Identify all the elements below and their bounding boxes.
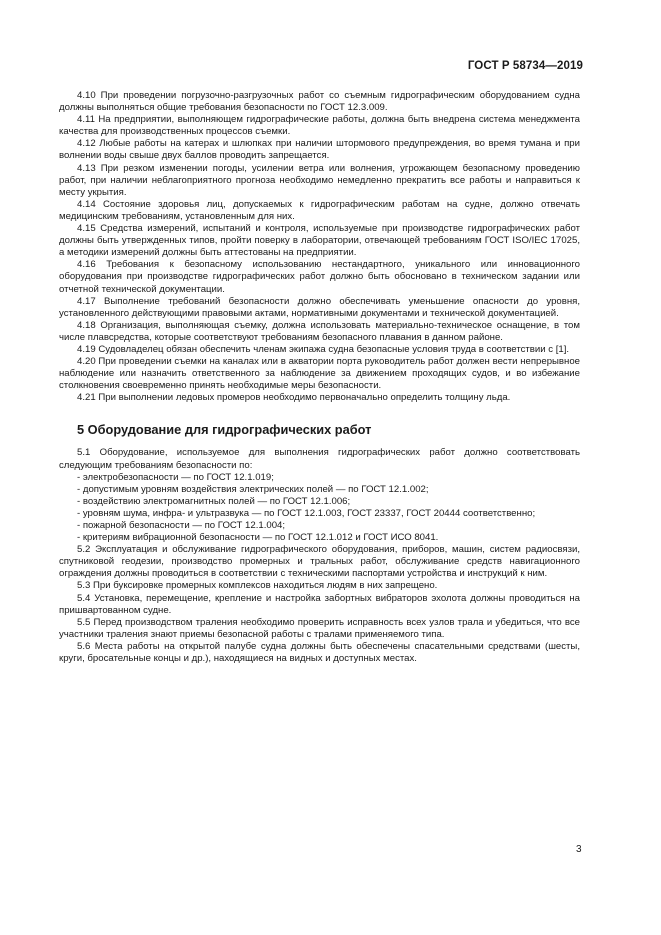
paragraph-5-5: 5.5 Перед производством траления необходимо проверить исправность всех узлов трала и убедиться, что все участники траления знают приемы безопасной работы с тралами применяемого типа. [59, 616, 580, 640]
paragraph-5-1: 5.1 Оборудование, используемое для выполнения гидрографических работ должно соответствовать следующим требованиям безопасности по: [59, 447, 580, 471]
list-item: - уровням шума, инфра- и ультразвука — по ГОСТ 12.1.003, ГОСТ 23337, ГОСТ 20444 соответственно; [77, 507, 536, 519]
document-body [59, 90, 580, 665]
list-item: - воздействию электромагнитных полей — по ГОСТ 12.1.006; [77, 495, 351, 507]
paragraph-4-21: 4.21 При выполнении ледовых промеров необходимо первоначально определить толщину льда. [77, 392, 511, 404]
list-item: - допустимым уровням воздействия электрических полей — по ГОСТ 12.1.002; [77, 483, 429, 495]
paragraph-5-3: 5.3 При буксировке промерных комплексов находиться людям в них запрещено. [77, 580, 438, 592]
paragraph-5-6: 5.6 Места работы на открытой палубе судна должны быть обеспечены спасательными средствами (шесты, круги, бросательные концы и др.), находящиеся на видных и доступных местах. [59, 640, 580, 665]
paragraph-4-10: 4.10 При проведении погрузочно-разгрузочных работ со съемным гидрографическим оборудованием судна должны выполняться общие требования безопасности по ГОСТ 12.3.009. [59, 90, 580, 114]
paragraph-5-2: 5.2 Эксплуатация и обслуживание гидрографического оборудования, приборов, машин, систем радиосвязи, спутниковой геодезии, производство промерных и тральных работ, обслуживание средств навигационного ограждения должны проводиться в соответствии с техническими паспортами устройства и инструкций к ним. [59, 544, 580, 580]
paragraph-4-15: 4.15 Средства измерений, испытаний и контроля, используемые при производстве гидрографических работ должны быть утвержденных типов, пройти поверку в лаборатории, отвечающей требованиям ГОСТ ISO/IEC 17025, а методики измерений должны быть аттестованы на предприятии. [59, 223, 580, 259]
paragraph-4-18: 4.18 Организация, выполняющая съемку, должна использовать материально-техническое оснащение, в том числе плавсредства, которые соответствуют требованиям безопасного плавания в данном районе. [59, 319, 580, 343]
paragraph-4-16: 4.16 Требования к безопасному использованию нестандартного, уникального или инновационного оборудования при производстве гидрографических работ должно быть обосновано в техническом задании или отчетной технической документации. [59, 259, 580, 295]
standard-header: ГОСТ Р 58734—2019 [467, 60, 583, 72]
paragraph-4-13: 4.13 При резком изменении погоды, усилении ветра или волнения, угрожающем безопасному проведению работ, при наличии неблагоприятного прогноза необходимо немедленно прекратить все работы и направиться к месту укрытия. [59, 162, 580, 198]
paragraph-4-19: 4.19 Судовладелец обязан обеспечить членам экипажа судна безопасные условия труда в соответствии с [1]. [77, 343, 570, 355]
paragraph-5-4: 5.4 Установка, перемещение, крепление и настройка забортных вибраторов эхолота должны проводиться на пришвартованном судне. [59, 592, 580, 616]
paragraph-4-11: 4.11 На предприятии, выполняющем гидрографические работы, должна быть внедрена система менеджмента качества для производственных процессов съемки. [59, 114, 580, 138]
paragraph-4-20: 4.20 При проведении съемки на каналах или в акватории порта руководитель работ должен вести непрерывное наблюдение или назначить ответственного за наблюдение за движением проходящих судов, и во избежание столкновения своевременно принять необходимые меры безопасности. [59, 356, 580, 392]
page-number: 3 [576, 844, 582, 855]
list-item: - электробезопасности — по ГОСТ 12.1.019; [77, 471, 274, 483]
list-item: - критериям вибрационной безопасности — по ГОСТ 12.1.012 и ГОСТ ИСО 8041. [77, 532, 439, 544]
paragraph-4-14: 4.14 Состояние здоровья лиц, допускаемых к гидрографическим работам на судне, должно отвечать медицинским требованиям, установленным для них. [59, 198, 580, 222]
paragraph-4-17: 4.17 Выполнение требований безопасности должно обеспечивать уменьшение опасности до уровня, установленного действующими правовыми актами, нормативными документами и технической документацией. [59, 295, 580, 319]
list-item: - пожарной безопасности — по ГОСТ 12.1.004; [77, 520, 286, 531]
section-5-title: 5 Оборудование для гидрографических работ [77, 422, 372, 438]
paragraph-4-12: 4.12 Любые работы на катерах и шлюпках при наличии штормового предупреждения, во время тумана и при волнении воды свыше двух баллов проводить запрещается. [59, 138, 580, 162]
